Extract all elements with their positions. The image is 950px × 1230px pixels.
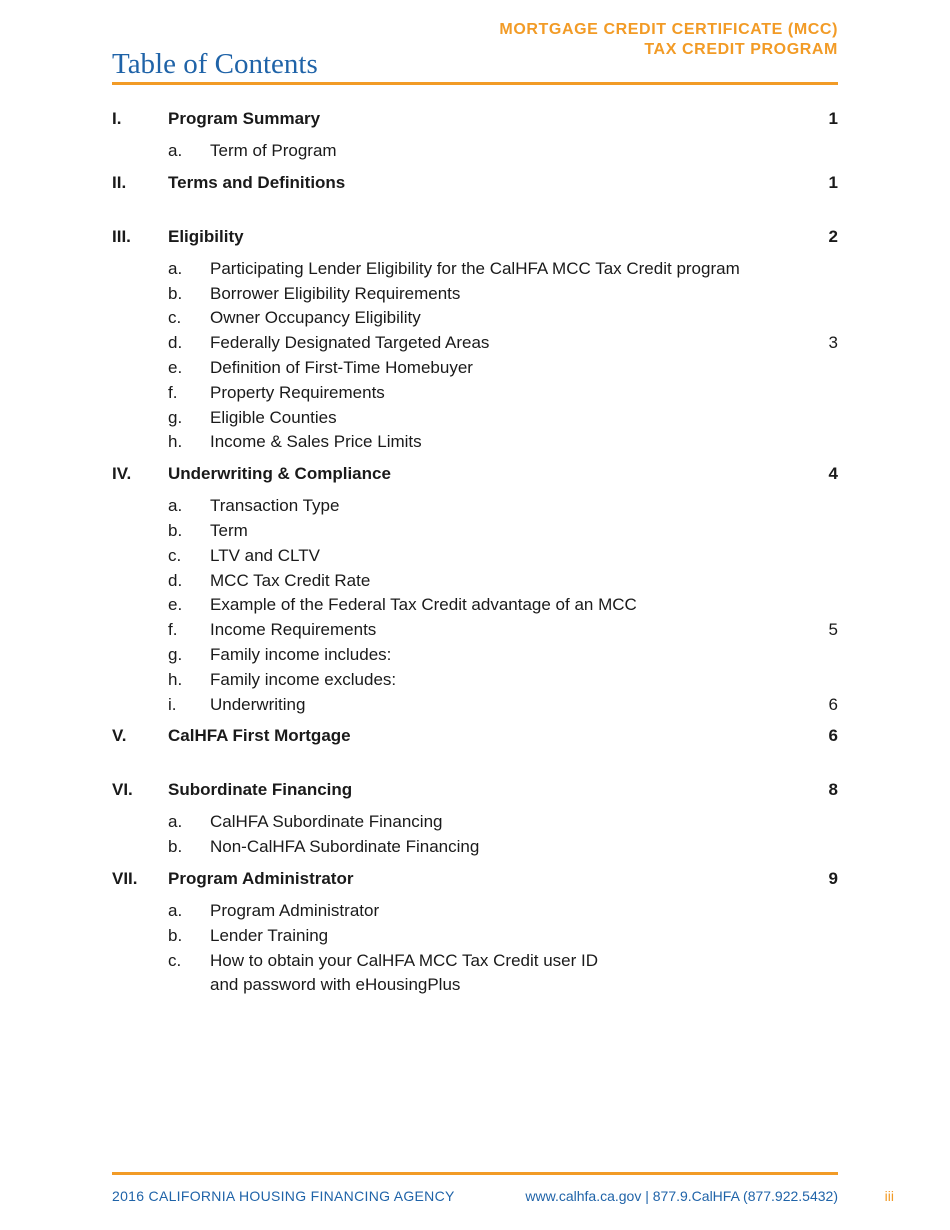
subsection-page: 3 [828, 333, 838, 353]
subsection-letter: a. [168, 900, 183, 920]
toc-subsection-row[interactable] [112, 430, 838, 455]
subsection-title: Example of the Federal Tax Credit advantage of an MCC [210, 595, 637, 615]
section-title: Terms and Definitions [168, 172, 346, 192]
toc-subsection-row[interactable] [112, 331, 838, 356]
toc-subsection-list [112, 898, 838, 998]
toc-section-row[interactable] [112, 860, 838, 898]
toc-subsection-row[interactable] [112, 810, 838, 835]
toc-subsection-row[interactable] [112, 593, 838, 618]
subsection-letter: e. [168, 357, 183, 377]
toc-section-row[interactable] [112, 771, 838, 809]
subsection-letter: a. [168, 258, 183, 278]
toc-subsection-row[interactable] [112, 569, 838, 594]
subsection-letter: e. [168, 595, 183, 615]
subsection-letter: b. [168, 283, 183, 303]
table-of-contents [112, 100, 838, 998]
subsection-letter: b. [168, 520, 183, 540]
page-title: Table of Contents [112, 48, 318, 80]
subsection-page: 6 [828, 694, 838, 714]
toc-subsection-row[interactable] [112, 519, 838, 544]
subsection-title: Non-CalHFA Subordinate Financing [210, 837, 480, 857]
section-number: II. [112, 172, 127, 192]
footer-page-number: iii [884, 1188, 894, 1204]
section-number: IV. [112, 464, 132, 484]
toc-subsection-row[interactable] [112, 282, 838, 307]
subsection-letter: b. [168, 925, 183, 945]
toc-subsection-row[interactable] [112, 544, 838, 569]
subsection-title: Federally Designated Targeted Areas [210, 333, 490, 353]
toc-subsection-list [112, 809, 838, 860]
subsection-title: Borrower Eligibility Requirements [210, 283, 461, 303]
subsection-letter: a. [168, 496, 183, 516]
subsection-title: Participating Lender Eligibility for the CalHFA MCC Tax Credit program [210, 258, 740, 278]
subsection-letter: i. [168, 694, 177, 714]
program-header-line1: MORTGAGE CREDIT CERTIFICATE (MCC) [499, 21, 838, 38]
section-number: V. [112, 726, 127, 746]
toc-subsection-list [112, 493, 838, 717]
subsection-title: Property Requirements [210, 382, 385, 402]
subsection-letter: c. [168, 950, 182, 970]
subsection-letter: f. [168, 382, 178, 402]
subsection-letter: h. [168, 432, 183, 452]
subsection-page: 5 [828, 620, 838, 640]
section-page: 4 [828, 464, 838, 484]
subsection-title: LTV and CLTV [210, 545, 320, 565]
toc-subsection-row[interactable] [112, 618, 838, 643]
toc-section-row[interactable] [112, 717, 838, 755]
subsection-title: Eligible Counties [210, 407, 337, 427]
toc-subsection-list [112, 138, 838, 164]
section-page: 1 [828, 172, 838, 192]
subsection-title: Definition of First-Time Homebuyer [210, 357, 473, 377]
toc-section-row[interactable] [112, 218, 838, 256]
subsection-letter: h. [168, 669, 183, 689]
toc-subsection-row[interactable] [112, 356, 838, 381]
subsection-title: How to obtain your CalHFA MCC Tax Credit user ID [210, 950, 598, 970]
toc-subsection-row[interactable] [112, 494, 838, 519]
section-title: Eligibility [168, 226, 244, 246]
header-divider [112, 82, 838, 85]
subsection-title: and password with eHousingPlus [210, 975, 461, 995]
footer-contact: www.calhfa.ca.gov | 877.9.CalHFA (877.922.5432) [525, 1188, 838, 1204]
subsection-title: MCC Tax Credit Rate [210, 570, 371, 590]
subsection-letter: g. [168, 644, 183, 664]
section-page: 9 [828, 868, 838, 888]
toc-subsection-row[interactable] [112, 973, 838, 998]
section-number: VI. [112, 780, 133, 800]
footer-divider [112, 1172, 838, 1175]
toc-section-row[interactable] [112, 455, 838, 493]
subsection-letter: f. [168, 620, 178, 640]
section-number: III. [112, 226, 131, 246]
subsection-title: Term of Program [210, 141, 337, 160]
toc-section-row[interactable] [112, 164, 838, 202]
toc-subsection-row[interactable] [112, 899, 838, 924]
toc-section-row[interactable] [112, 100, 838, 138]
toc-subsection-row[interactable] [112, 668, 838, 693]
subsection-title: Underwriting [210, 694, 306, 714]
subsection-title: Income Requirements [210, 620, 377, 640]
subsection-letter: g. [168, 407, 183, 427]
toc-spacer [112, 755, 838, 771]
section-title: Underwriting & Compliance [168, 464, 391, 484]
section-title: Program Administrator [168, 868, 354, 888]
section-title: Subordinate Financing [168, 780, 353, 800]
toc-subsection-row[interactable] [112, 924, 838, 949]
section-title: CalHFA First Mortgage [168, 726, 351, 746]
toc-subsection-row[interactable] [112, 643, 838, 668]
toc-subsection-row[interactable] [112, 949, 838, 974]
subsection-title: CalHFA Subordinate Financing [210, 812, 443, 832]
section-page: 2 [828, 226, 838, 246]
toc-spacer [112, 202, 838, 218]
subsection-letter: d. [168, 570, 183, 590]
subsection-letter: b. [168, 837, 183, 857]
section-page: 1 [828, 109, 838, 128]
toc-subsection-list [112, 256, 838, 455]
toc-subsection-row[interactable] [112, 693, 838, 718]
section-number: VII. [112, 868, 138, 888]
section-page: 8 [828, 780, 838, 800]
subsection-letter: a. [168, 812, 183, 832]
subsection-title: Family income includes: [210, 644, 392, 664]
toc-subsection-row[interactable] [112, 306, 838, 331]
section-number: I. [112, 109, 122, 128]
toc-subsection-row[interactable] [112, 406, 838, 431]
section-title: Program Summary [168, 109, 321, 128]
subsection-letter: c. [168, 308, 182, 328]
subsection-title: Term [210, 520, 248, 540]
program-header-line2: TAX CREDIT PROGRAM [644, 41, 838, 58]
subsection-title: Owner Occupancy Eligibility [210, 308, 421, 328]
toc-subsection-row[interactable] [112, 835, 838, 860]
subsection-title: Income & Sales Price Limits [210, 432, 422, 452]
section-page: 6 [828, 726, 838, 746]
program-header [499, 20, 838, 60]
toc-subsection-row[interactable] [112, 381, 838, 406]
subsection-title: Program Administrator [210, 900, 380, 920]
subsection-title: Lender Training [210, 925, 329, 945]
toc-subsection-row[interactable] [112, 257, 838, 282]
subsection-title: Transaction Type [210, 496, 340, 516]
subsection-letter: a. [168, 141, 183, 160]
toc-subsection-row[interactable] [112, 139, 838, 164]
footer-agency: 2016 CALIFORNIA HOUSING FINANCING AGENCY [112, 1188, 455, 1204]
subsection-title: Family income excludes: [210, 669, 397, 689]
subsection-letter: d. [168, 333, 183, 353]
subsection-letter: c. [168, 545, 182, 565]
